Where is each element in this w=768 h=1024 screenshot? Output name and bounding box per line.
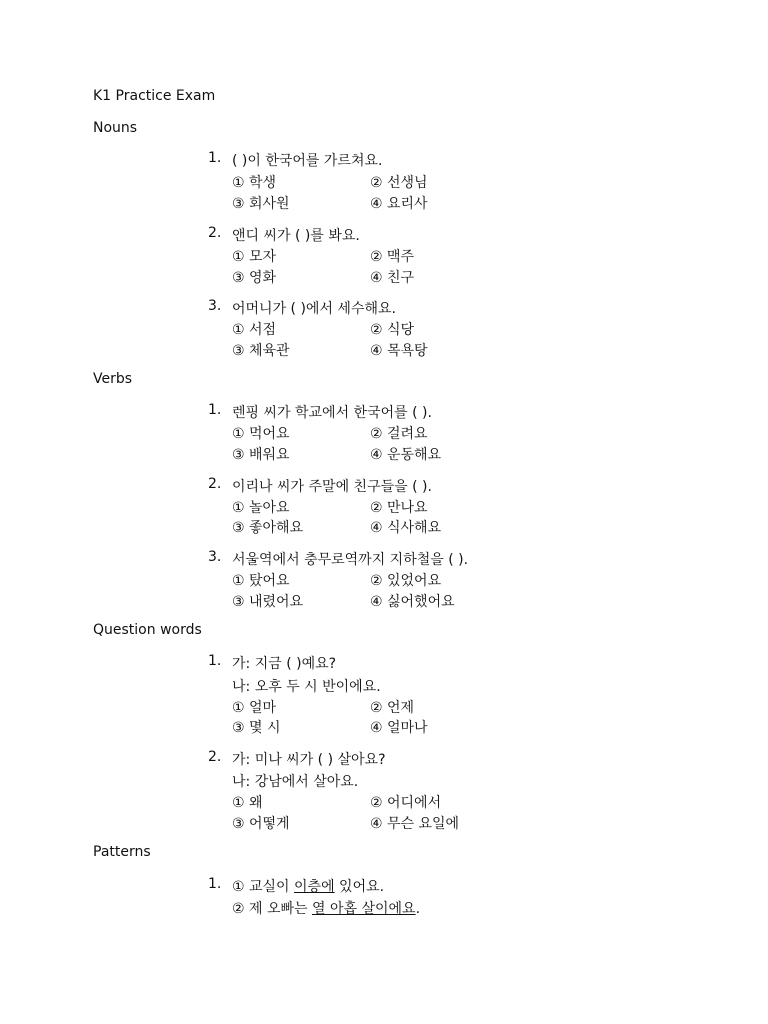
option-1: ① 모자 — [232, 249, 277, 265]
question-text: ( )이 한국어를 가르쳐요. — [232, 153, 383, 169]
question-number: 1. — [208, 653, 222, 669]
option-4: ④ 친구 — [370, 270, 415, 286]
option-4: ④ 싫어했어요 — [370, 594, 455, 610]
option-3: ③ 회사원 — [232, 196, 290, 212]
option-2: ② 있었어요 — [370, 573, 442, 589]
option-1: ① 학생 — [232, 175, 277, 191]
option-4: ④ 얼마나 — [370, 720, 428, 736]
question-number: 3. — [208, 298, 222, 314]
section-nouns-heading: Nouns — [93, 120, 138, 136]
option-1: ① 서점 — [232, 322, 277, 338]
option-1: ① 탔어요 — [232, 573, 290, 589]
option-2: ② 선생님 — [370, 175, 428, 191]
pattern-line-1 — [232, 876, 384, 896]
question-text: 가: 미나 씨가 ( ) 살아요? — [232, 752, 386, 768]
option-1: ① 놀아요 — [232, 500, 290, 516]
question-number: 2. — [208, 749, 222, 765]
section-verbs-heading: Verbs — [93, 371, 133, 387]
option-3: ③ 배워요 — [232, 447, 290, 463]
option-3: ③ 어떻게 — [232, 816, 290, 832]
option-3: ③ 몇 시 — [232, 720, 281, 736]
option-3: ③ 내렸어요 — [232, 594, 304, 610]
pattern-text: . — [415, 901, 421, 917]
pattern-text: 있어요. — [334, 879, 385, 895]
underlined-phrase: 이층에 — [294, 879, 335, 895]
option-2: ② 만나요 — [370, 500, 428, 516]
question-number: 2. — [208, 476, 222, 492]
question-text: 렌핑 씨가 학교에서 한국어를 ( ). — [232, 405, 432, 421]
pattern-text: ② 제 오빠는 — [232, 901, 312, 917]
option-4: ④ 식사해요 — [370, 520, 442, 536]
option-2: ② 걸려요 — [370, 426, 428, 442]
option-2: ② 식당 — [370, 322, 415, 338]
option-4: ④ 요리사 — [370, 196, 428, 212]
pattern-line-2 — [232, 898, 420, 918]
option-4: ④ 무슨 요일에 — [370, 816, 460, 832]
question-text: 어머니가 ( )에서 세수해요. — [232, 301, 396, 317]
pattern-text: ① 교실이 — [232, 879, 295, 895]
question-text: 가: 지금 ( )예요? — [232, 656, 337, 672]
question-text: 앤디 씨가 ( )를 봐요. — [232, 228, 360, 244]
option-3: ③ 좋아해요 — [232, 520, 304, 536]
question-number: 1. — [208, 150, 222, 166]
option-1: ① 먹어요 — [232, 426, 290, 442]
question-text: 서울역에서 충무로역까지 지하철을 ( ). — [232, 552, 469, 568]
option-3: ③ 체육관 — [232, 343, 290, 359]
section-patterns-heading: Patterns — [93, 844, 151, 860]
option-3: ③ 영화 — [232, 270, 277, 286]
question-number: 2. — [208, 225, 222, 241]
question-number: 3. — [208, 549, 222, 565]
option-1: ① 왜 — [232, 795, 263, 811]
option-2: ② 언제 — [370, 700, 415, 716]
underlined-phrase: 열 아홉 살이에요 — [312, 901, 416, 917]
exam-title: K1 Practice Exam — [93, 88, 216, 104]
option-4: ④ 목욕탕 — [370, 343, 428, 359]
question-number: 1. — [208, 876, 222, 892]
option-2: ② 맥주 — [370, 249, 415, 265]
question-text: 이리나 씨가 주말에 친구들을 ( ). — [232, 479, 432, 495]
dialogue-answer-line: 나: 오후 두 시 반이에요. — [232, 679, 381, 695]
question-number: 1. — [208, 402, 222, 418]
dialogue-answer-line: 나: 강남에서 살아요. — [232, 774, 359, 790]
option-4: ④ 운동해요 — [370, 447, 442, 463]
option-1: ① 얼마 — [232, 700, 277, 716]
section-question-words-heading: Question words — [93, 622, 202, 638]
option-2: ② 어디에서 — [370, 795, 442, 811]
